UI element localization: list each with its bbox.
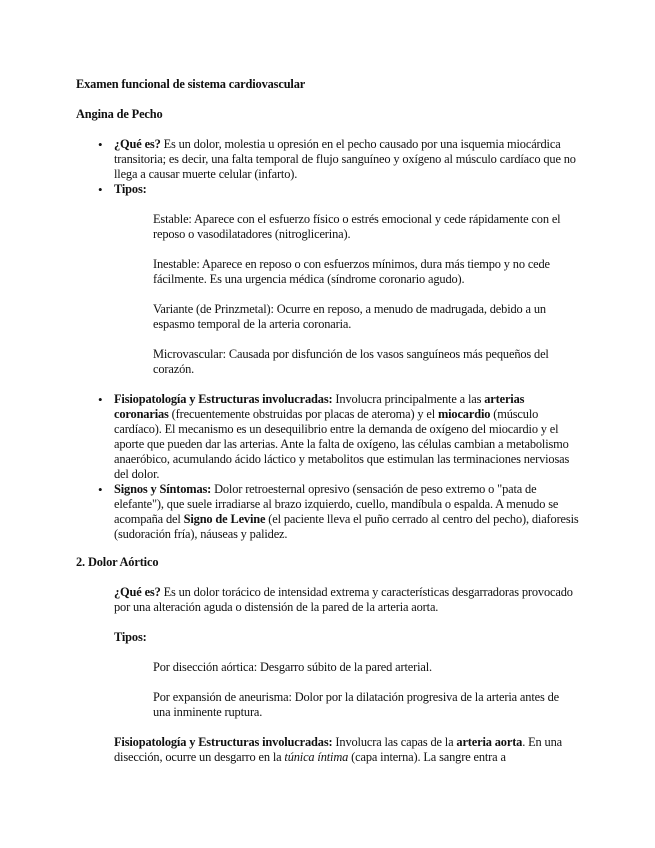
que-es-text: Es un dolor torácico de intensidad extrema y características desgarradoras provocado por una alteración aguda o distensión de la pared de la arteria aorta. (114, 585, 573, 614)
fisio-term-arteria-aorta: arteria aorta (456, 735, 523, 749)
signos-label: Signos y Síntomas: (114, 482, 212, 496)
fisio-text: Involucra principalmente a las (332, 392, 485, 406)
section-heading-aortico: 2. Dolor Aórtico (76, 555, 159, 569)
fisio-text: (músculo cardíaco). El mecanismo es un desequilibrio entre la demanda de oxígeno del miocardio y el aporte que pueden dar las arterias. Ante la falta de oxígeno, las células cambian a metabolismo anaeróbico, acumulando ácido láctico y metabolitos que estimulan las terminaciones nerviosas del dolor. (114, 407, 570, 481)
list-item-signos (76, 482, 579, 542)
fisio-text: Involucra las capas de la (332, 735, 457, 749)
document-title: Examen funcional de sistema cardiovascular (76, 77, 306, 91)
aortico-types-block (76, 660, 579, 720)
tipos-label: Tipos: (114, 630, 147, 644)
fisio-text: (frecuentemente obstruidas por placas de ateroma) y el (168, 407, 438, 421)
signo-de-levine: Signo de Levine (183, 512, 266, 526)
type-aneurisma: Por expansión de aneurisma: Dolor por la dilatación progresiva de la arteria antes de una inminente ruptura. (153, 690, 559, 719)
signos-text: (el paciente lleva el puño cerrado al centro del pecho), diaforesis (sudoración fría), náuseas y palidez. (114, 512, 579, 541)
type-diseccion: Por disección aórtica: Desgarro súbito de la pared arterial. (153, 660, 432, 674)
fisio-term-miocardio: miocardio (437, 407, 491, 421)
angina-types-block (76, 212, 579, 377)
section-heading-angina: Angina de Pecho (76, 107, 163, 121)
list-item-fisiopatologia (76, 392, 579, 482)
list-item-tipos (76, 182, 579, 197)
type-inestable: Inestable: Aparece en reposo o con esfuerzos mínimos, dura más tiempo y no cede fácilmente. Es una urgencia médica (síndrome coronario agudo). (153, 257, 550, 286)
angina-bullet-list-2 (76, 392, 579, 542)
fisio-text: . En una disección, ocurre un desgarro en la (114, 735, 562, 764)
que-es-text: Es un dolor, molestia u opresión en el pecho causado por una isquemia miocárdica transitoria; es decir, una falta temporal de flujo sanguíneo y oxígeno al músculo cardíaco que no llega a causar muerte celular (infarto). (114, 137, 576, 181)
aortico-tipos-label (76, 630, 579, 645)
aortico-que-es (76, 585, 579, 615)
angina-bullet-list (76, 137, 579, 197)
aortico-fisiopatologia (76, 735, 579, 765)
type-estable: Estable: Aparece con el esfuerzo físico o estrés emocional y cede rápidamente con el reposo o vasodilatadores (nitroglicerina). (153, 212, 561, 241)
tipos-label: Tipos: (114, 182, 147, 196)
type-microvascular: Microvascular: Causada por disfunción de los vasos sanguíneos más pequeños del corazón. (153, 347, 549, 376)
type-variante: Variante (de Prinzmetal): Ocurre en reposo, a menudo de madrugada, debido a un espasmo temporal de la arteria coronaria. (153, 302, 546, 331)
list-item-que-es (76, 137, 579, 182)
fisio-term-arterias: arterias coronarias (114, 392, 525, 421)
que-es-label: ¿Qué es? (114, 585, 161, 599)
fisio-term-tunica-intima: túnica íntima (284, 750, 349, 764)
signos-text: Dolor retroesternal opresivo (sensación de peso extremo o "pata de elefante"), que suele irradiarse al brazo izquierdo, cuello, mandíbula o espalda. A menudo se acompaña del (114, 482, 559, 526)
fisio-text: (capa interna). La sangre entra a (348, 750, 506, 764)
fisio-label: Fisiopatología y Estructuras involucradas: (114, 392, 333, 406)
fisio-label: Fisiopatología y Estructuras involucradas: (114, 735, 333, 749)
que-es-label: ¿Qué es? (114, 137, 161, 151)
